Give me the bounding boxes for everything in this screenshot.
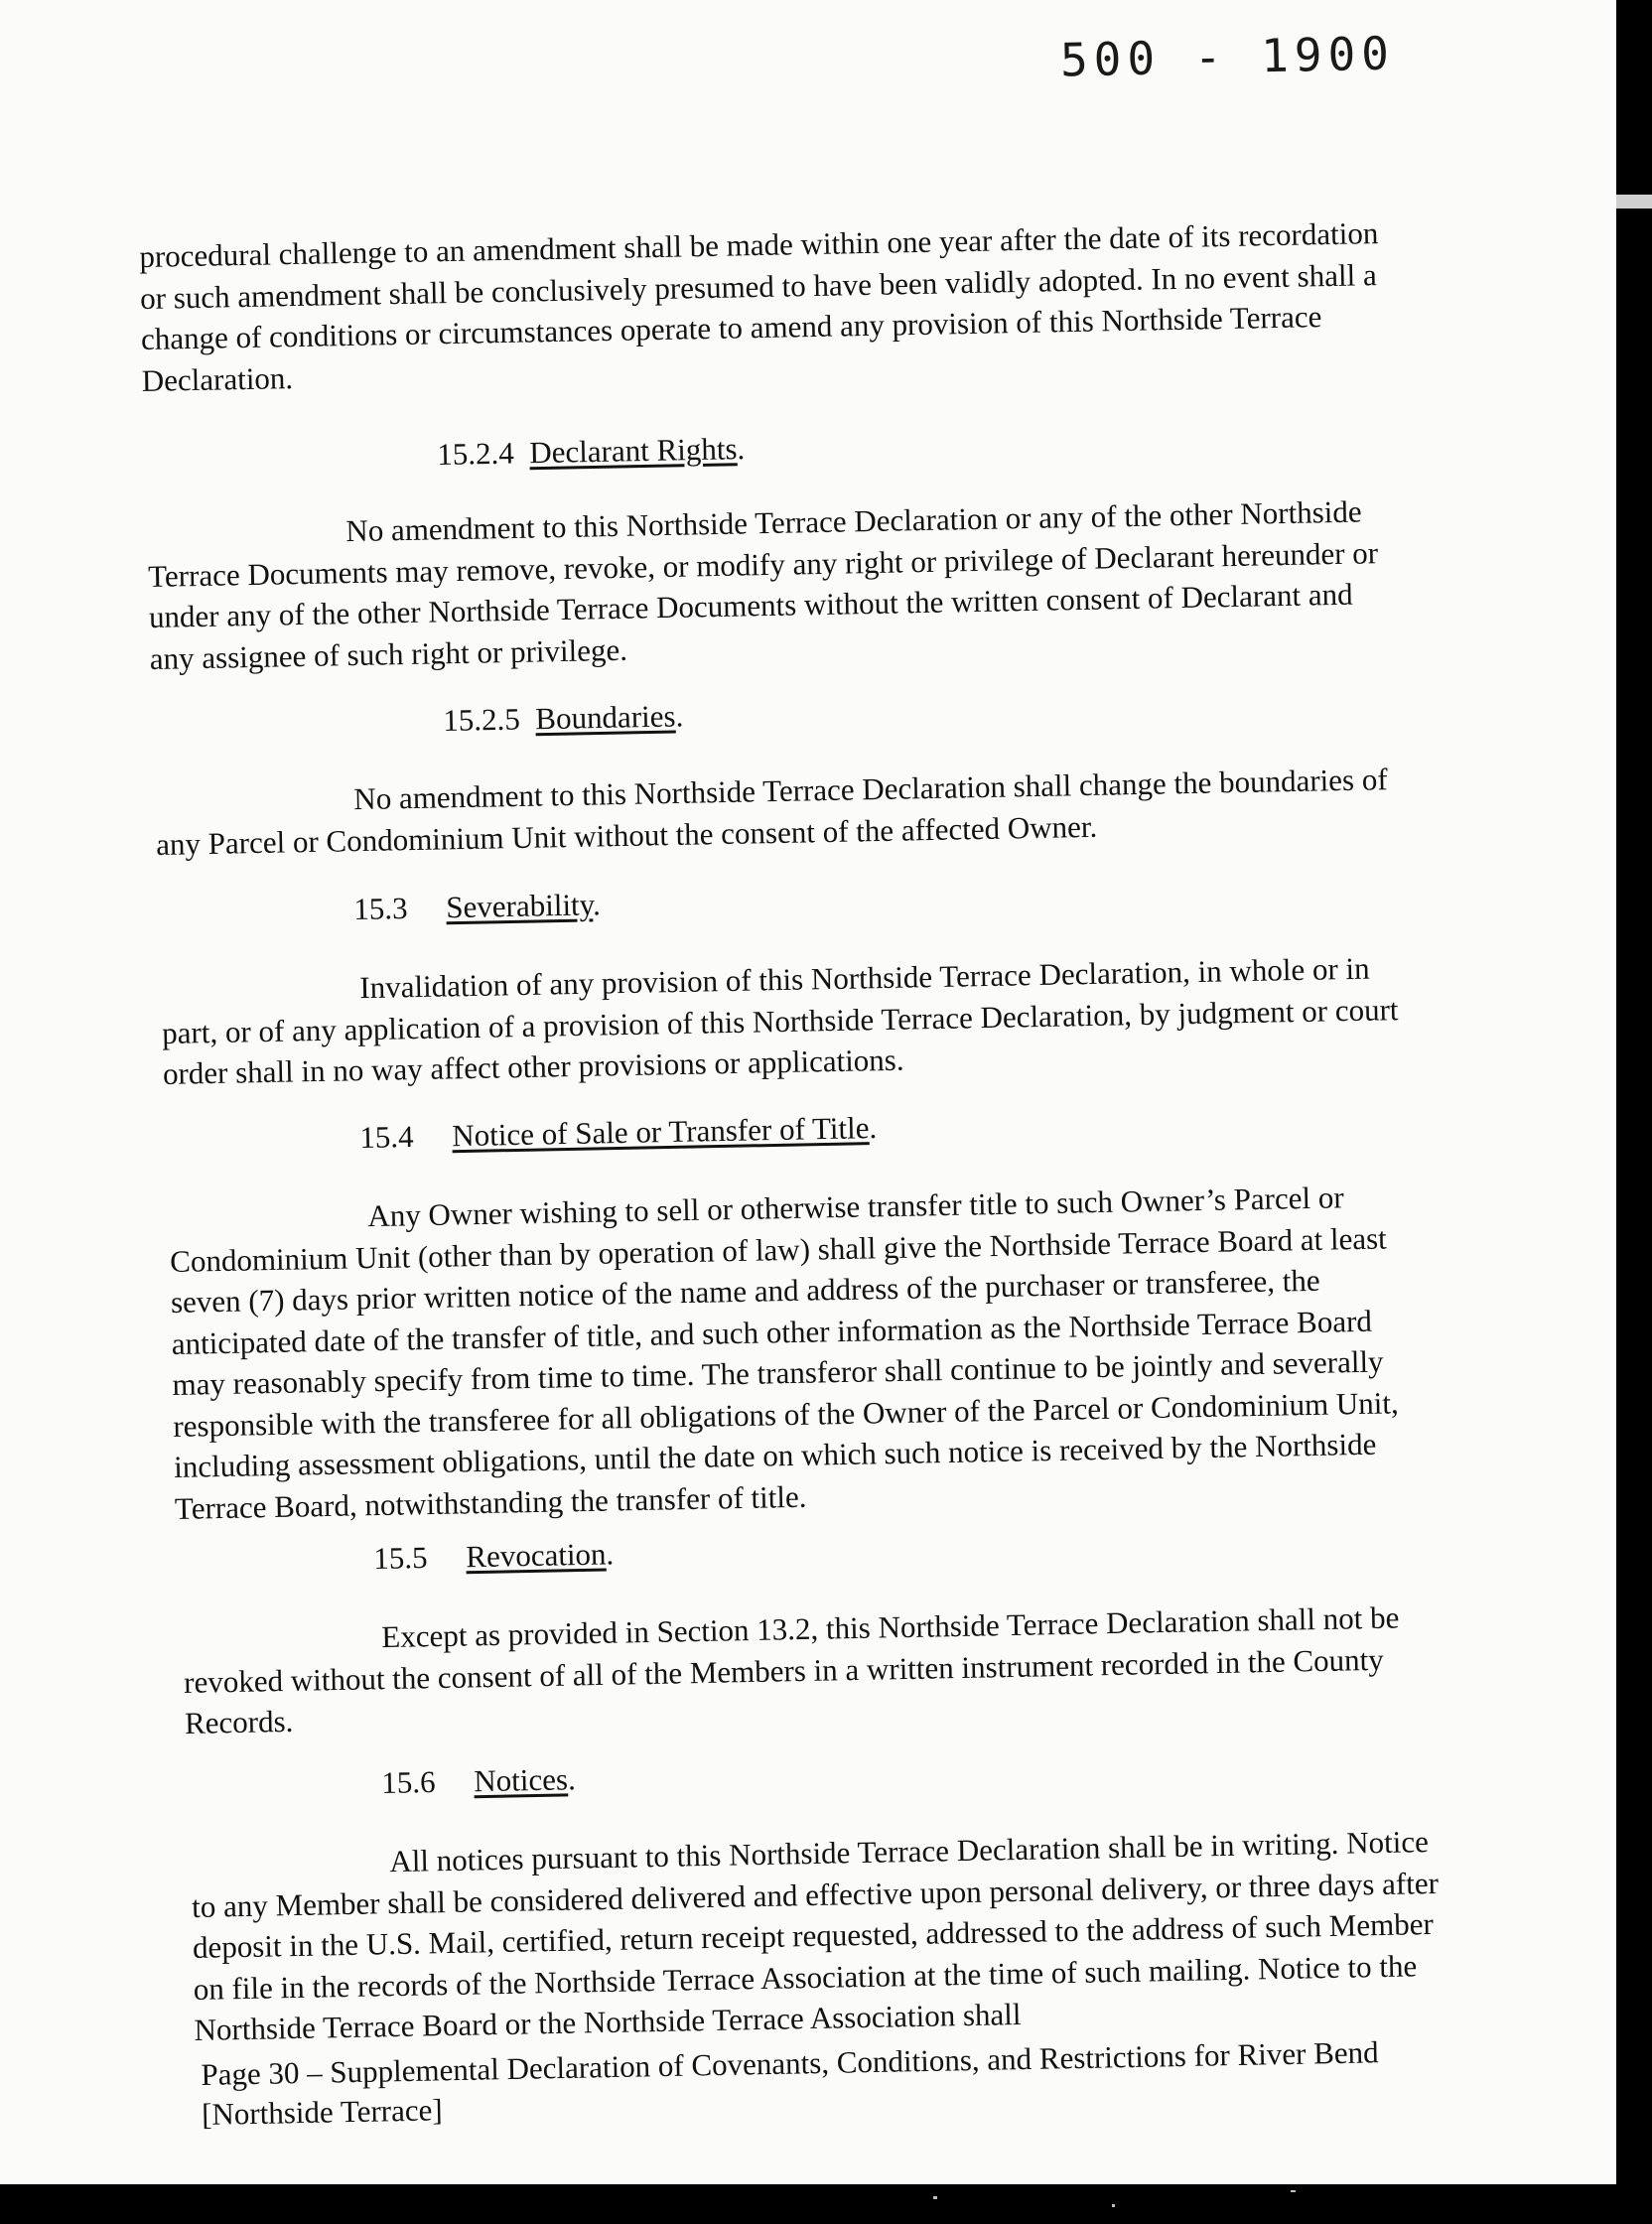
section-body-15-4 [169, 1176, 1428, 1529]
section-body-15-2-5 [155, 759, 1409, 865]
section-number: 15.3 [353, 890, 408, 926]
document-number: 500 - 1900 [1059, 26, 1396, 87]
section-heading-15-6: 15.6 Notices. [381, 1761, 577, 1800]
section-title: Notice of Sale or Transfer of Title [451, 1110, 870, 1154]
section-body-text: Any Owner wishing to sell or otherwise transfer title to such Owner’s Parcel or Condominium Unit (other than by operation of law) shall give the Northside Terrace Board at least seven (7) days prior written notice of the name and address of the purchaser or transferee, the anticipated date of the transfer of title, and such other information as the Northside Terrace Board may reasonably specify from time to time. The transferor shall continue to be jointly and severally responsible with the transferee for all obligations of the Owner of the Parcel or Condominium Unit, including assessment obligations, until the date on which such notice is received by the Northside Terrace Board, notwithstanding the transfer of title. [169, 1180, 1400, 1526]
section-number: 15.2.4 [437, 435, 515, 472]
section-body-15-2-4 [147, 490, 1403, 679]
scan-edge-bottom [0, 2184, 1652, 2224]
scan-speck [933, 2196, 937, 2199]
section-title: Boundaries [534, 698, 676, 737]
footer-line-1: Page 30 – Supplemental Declaration of Covenants, Conditions, and Restrictions for River Bend [201, 2034, 1379, 2092]
section-heading-15-4: 15.4 Notice of Sale or Transfer of Title. [359, 1109, 878, 1155]
section-heading-15-2-5: 15.2.5 Boundaries. [443, 698, 684, 738]
section-heading-15-2-4: 15.2.4 Declarant Rights. [437, 431, 746, 472]
scan-speck [1112, 2204, 1115, 2207]
section-title: Severability [445, 887, 594, 925]
section-body-15-6 [191, 1821, 1449, 2051]
section-title: Notices [473, 1761, 569, 1799]
section-number: 15.5 [373, 1539, 428, 1576]
scan-edge-notch [1616, 195, 1652, 208]
intro-paragraph [139, 212, 1401, 401]
section-body-text: No amendment to this Northside Terrace Declaration or any of the other Northside Terrace Documents may remove, revoke, or modify any right or privilege of Declarant hereunder or under any of the other Northside Terrace Documents without the written consent of Declarant and any assignee of such right or privilege. [147, 493, 1379, 676]
intro-paragraph-text: procedural challenge to an amendment shall be made within one year after the date of its recordation or such amendment shall be conclusively presumed to have been validly adopted. In no event shall a change of conditions or circumstances operate to amend any provision of this Northside Terrace Declaration. [139, 215, 1379, 398]
section-body-text: Invalidation of any provision of this Northside Terrace Declaration, in whole or in part, or of any application of a provision of this Northside Terrace Declaration, by judgment or court order shall in no way affect other provisions or applications. [161, 950, 1399, 1091]
footer-line-2: [Northside Terrace] [201, 2092, 443, 2132]
section-body-15-3 [161, 947, 1416, 1095]
section-title: Declarant Rights [528, 431, 738, 471]
section-heading-15-3: 15.3 Severability. [353, 887, 602, 926]
section-body-15-5 [183, 1597, 1438, 1744]
section-title: Revocation [465, 1536, 607, 1575]
section-heading-15-5: 15.5 Revocation. [373, 1536, 615, 1576]
section-body-text: Except as provided in Section 13.2, this Northside Terrace Declaration shall not be revoked without the consent of all of the Members in a written instrument recorded in the County Records. [183, 1599, 1400, 1740]
section-number: 15.4 [359, 1118, 414, 1155]
section-body-text: All notices pursuant to this Northside Terrace Declaration shall be in writing. Notice to any Member shall be considered delivered and effective upon personal delivery, or three days after deposit in the U.S. Mail, certified, return receipt requested, addressed to the address of such Member on file in the records of the Northside Terrace Association at the time of such mailing. Notice to the Northside Terrace Board or the Northside Terrace Association shall [191, 1824, 1440, 2047]
scan-speck [1291, 2190, 1296, 2192]
section-number: 15.6 [381, 1763, 436, 1800]
section-body-text: No amendment to this Northside Terrace Declaration shall change the boundaries of any Parcel or Condominium Unit without the consent of the affected Owner. [155, 762, 1388, 862]
scan-edge-right [1616, 0, 1652, 2224]
section-number: 15.2.5 [443, 701, 521, 738]
